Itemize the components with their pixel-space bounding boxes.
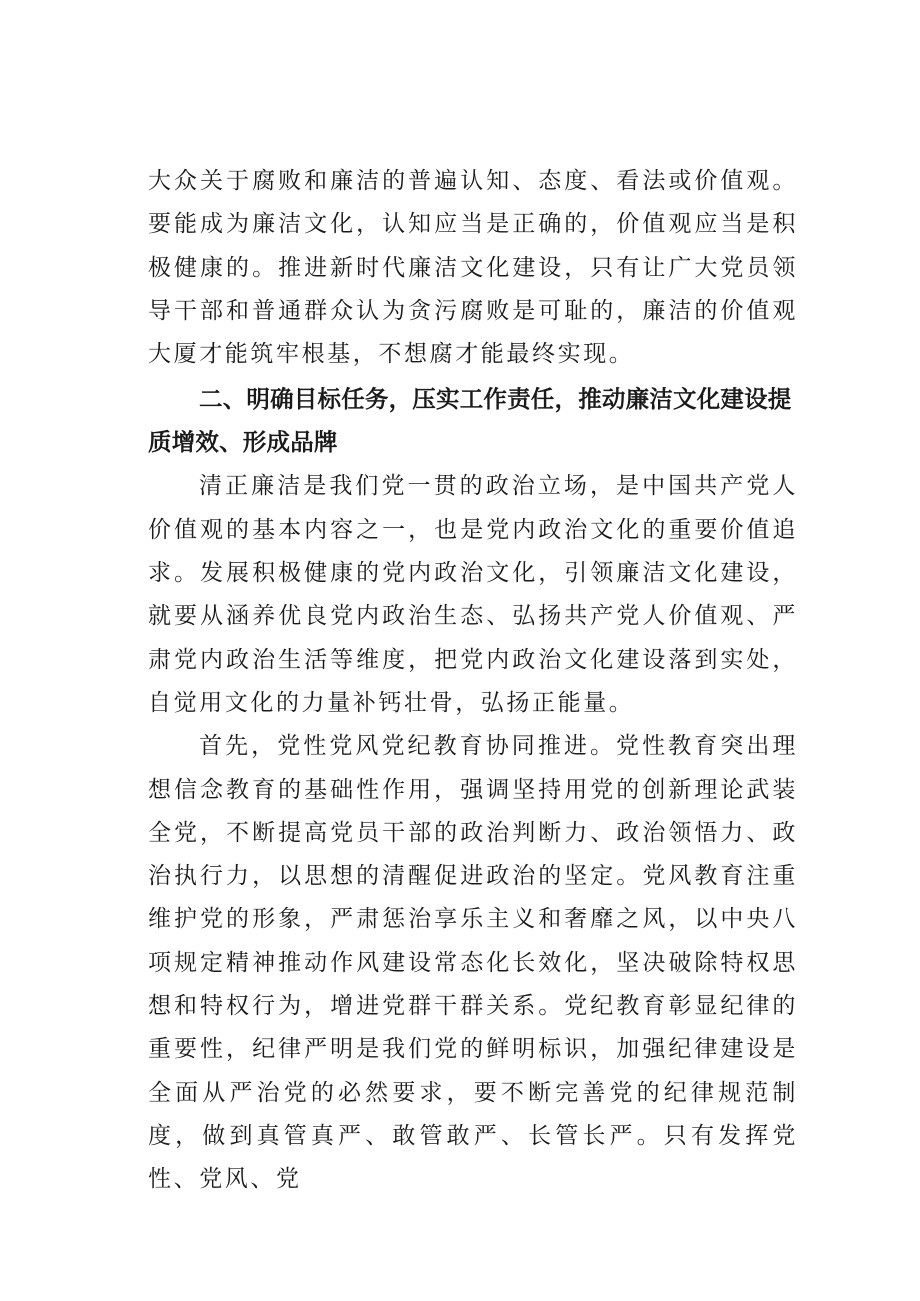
body-paragraph-3: 首先，党性党风党纪教育协同推进。党性教育突出理想信念教育的基础性作用，强调坚持用党的创新理论武装全党，不断提高党员干部的政治判断力、政治领悟力、政治执行力，以思想的清醒促进政治的坚定。党风教育注重维护党的形象，严肃惩治享乐主义和奢靡之风，以中央八项规定精神推动作风建设常态化长效化，坚决破除特权思想和特权行为，增进党群干群关系。党纪教育彰显纪律的重要性，纪律严明是我们党的鲜明标识，加强纪律建设是全面从严治党的必然要求，要不断完善党的纪律规范制度，做到真管真严、敢管敢严、长管长严。只有发挥党性、党风、党: [148, 733, 798, 1193]
body-paragraph-2: 清正廉洁是我们党一贯的政治立场，是中国共产党人价值观的基本内容之一，也是党内政治文化的重要价值追求。发展积极健康的党内政治文化，引领廉洁文化建设，就要从涵养优良党内政治生态、弘扬共产党人价值观、严肃党内政治生活等维度，把党内政治文化建设落到实处，自觉用文化的力量补钙壮骨，弘扬正能量。: [148, 473, 798, 716]
document-body: [148, 160, 798, 1202]
body-paragraph-1: 大众关于腐败和廉洁的普遍认知、态度、看法或价值观。要能成为廉洁文化，认知应当是正确的，价值观应当是积极健康的。推进新时代廉洁文化建设，只有让广大党员领导干部和普通群众认为贪污腐败是可耻的，廉洁的价值观大厦才能筑牢根基，不想腐才能最终实现。: [148, 168, 798, 368]
section-heading: 二、明确目标任务，压实工作责任，推动廉洁文化建设提质增效、形成品牌: [148, 385, 792, 457]
